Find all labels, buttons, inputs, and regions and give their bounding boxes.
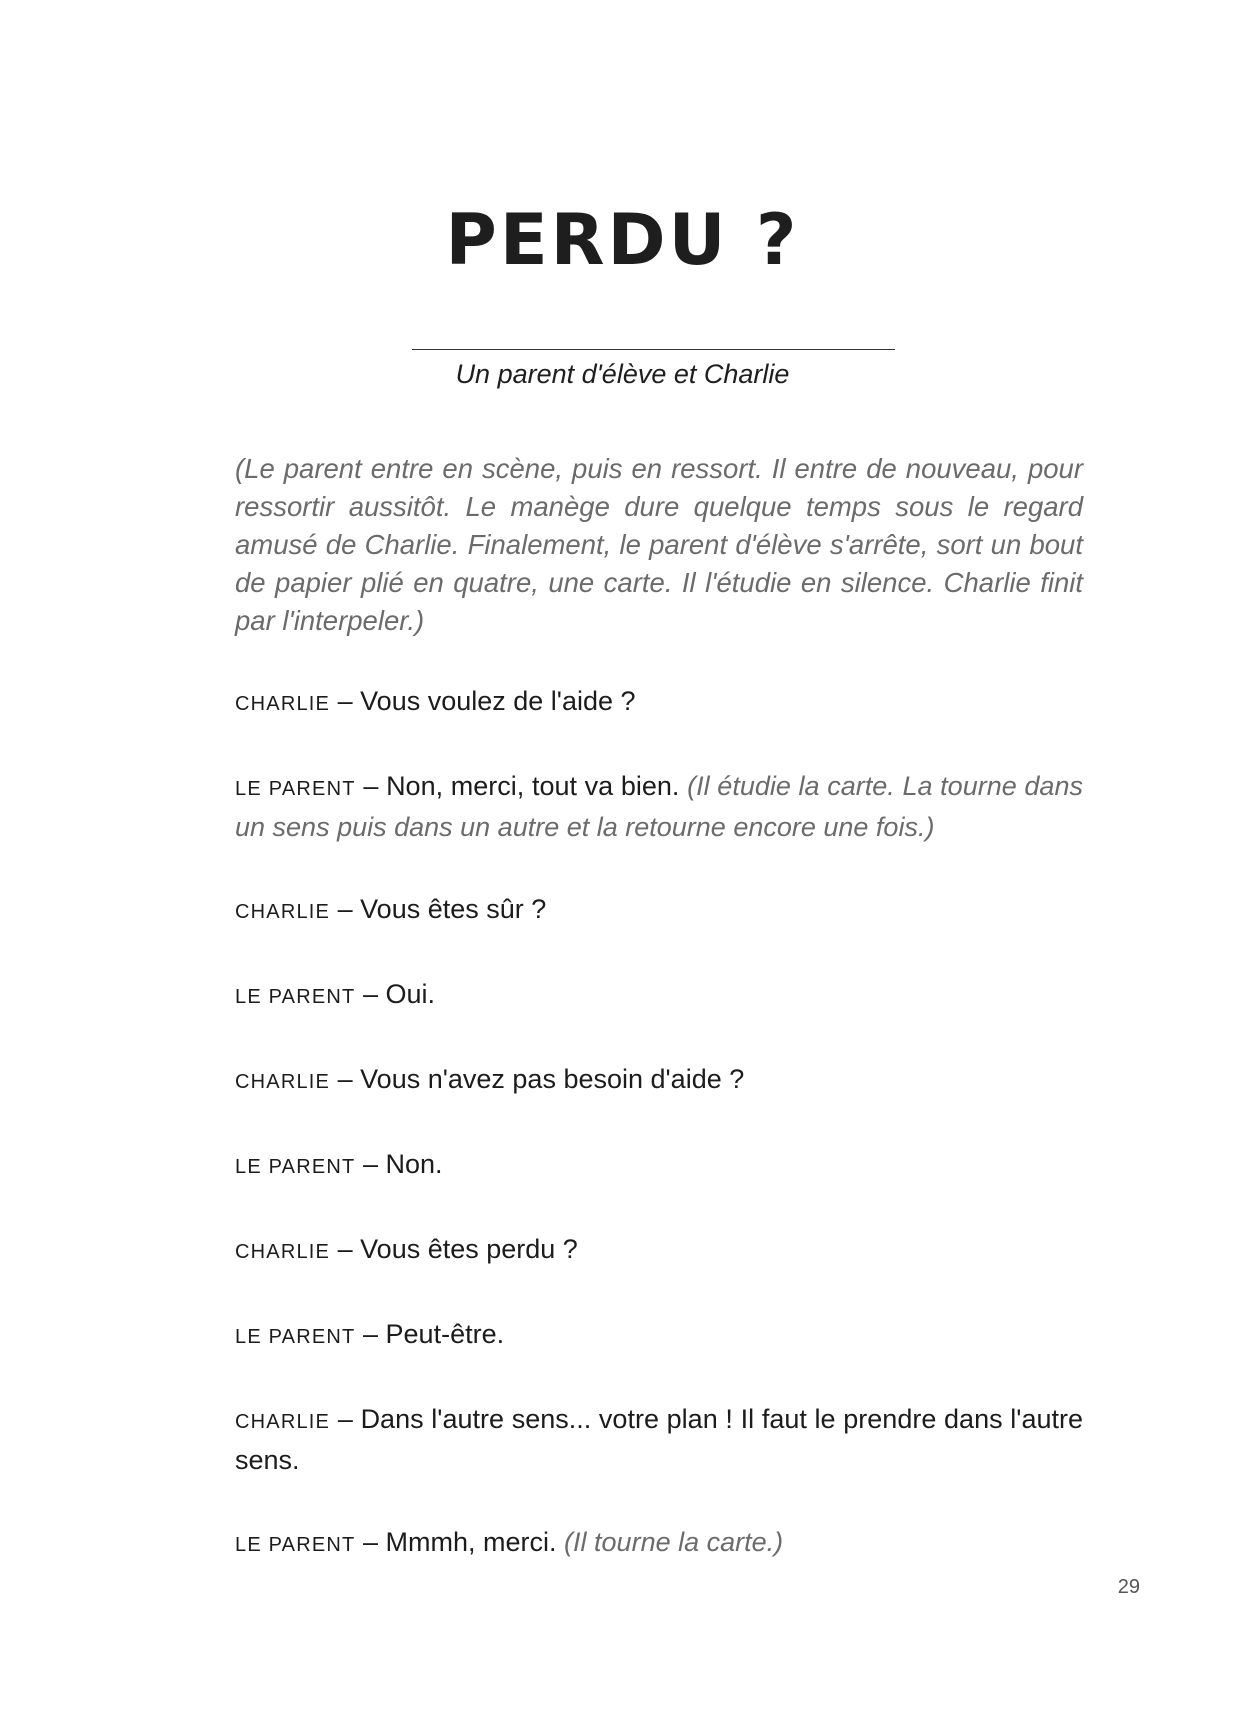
dialogue-line (235, 1060, 1083, 1101)
title-divider (412, 349, 895, 350)
line-text: Mmmh, merci. (385, 1527, 557, 1557)
dialogue-line (235, 1230, 1083, 1271)
line-text: Oui. (385, 979, 436, 1009)
dialogue-line (235, 1315, 1083, 1356)
speaker-dash: – (362, 1319, 379, 1349)
speaker-dash: – (362, 979, 379, 1009)
line-text: Vous êtes perdu ? (360, 1234, 578, 1264)
line-text: Dans l'autre sens... votre plan ! Il faut le prendre dans l'autre sens. (235, 1404, 1083, 1475)
speaker-dash: – (337, 686, 353, 716)
speaker-dash: – (363, 771, 379, 801)
dialogue-line (235, 1523, 1083, 1564)
line-text: Vous voulez de l'aide ? (360, 686, 636, 716)
speaker-dash: – (362, 1527, 379, 1557)
dialogue-line (235, 767, 1083, 846)
line-text: Non, merci, tout va bien. (386, 771, 680, 801)
speaker-dash: – (337, 1234, 353, 1264)
line-text: Peut-être. (385, 1319, 505, 1349)
line-text: Vous n'avez pas besoin d'aide ? (360, 1064, 745, 1094)
speaker-dash: – (337, 1064, 353, 1094)
speaker-name: CHARLIE (235, 1071, 331, 1093)
scene-characters: Un parent d'élève et Charlie (455, 359, 790, 389)
dialogue-line (235, 890, 1083, 931)
line-text: Vous êtes sûr ? (360, 894, 547, 924)
speaker-dash: – (362, 1149, 379, 1179)
speaker-name: CHARLIE (235, 1241, 331, 1263)
dialogue-line (235, 1145, 1083, 1186)
line-stage-direction: (Il étudie la carte. La tourne dans un sens puis dans un autre et la retourne encore une fois.) (235, 771, 1083, 842)
speaker-name: CHARLIE (235, 693, 331, 715)
speaker-name: LE PARENT (235, 1534, 356, 1556)
speaker-name: LE PARENT (235, 1156, 356, 1178)
speaker-name: CHARLIE (235, 901, 331, 923)
page-number: 29 (1117, 1576, 1140, 1598)
speaker-dash: – (337, 1404, 353, 1434)
speaker-dash: – (337, 894, 353, 924)
line-text: Non. (385, 1149, 443, 1179)
speaker-name: LE PARENT (235, 1326, 356, 1348)
speaker-name: LE PARENT (235, 986, 356, 1008)
dialogue-line (235, 975, 1083, 1016)
dialogue-line (235, 1400, 1083, 1479)
scene-body (235, 450, 1083, 1608)
line-stage-direction: (Il tourne la carte.) (564, 1527, 784, 1557)
dialogue-line (235, 682, 1083, 723)
speaker-name: LE PARENT (235, 778, 356, 800)
opening-stage-direction: (Le parent entre en scène, puis en ressort. Il entre de nouveau, pour ressortir aussitôt. Le manège dure quelque temps sous le regard amusé de Charlie. Finalement, le parent d'élève s'arrête, sort un bout de papier plié en quatre, une carte. Il l'étudie en silence. Charlie finit par l'interpeler.) (235, 453, 1083, 636)
scene-title: PERDU ? (445, 199, 800, 281)
speaker-name: CHARLIE (235, 1411, 331, 1433)
